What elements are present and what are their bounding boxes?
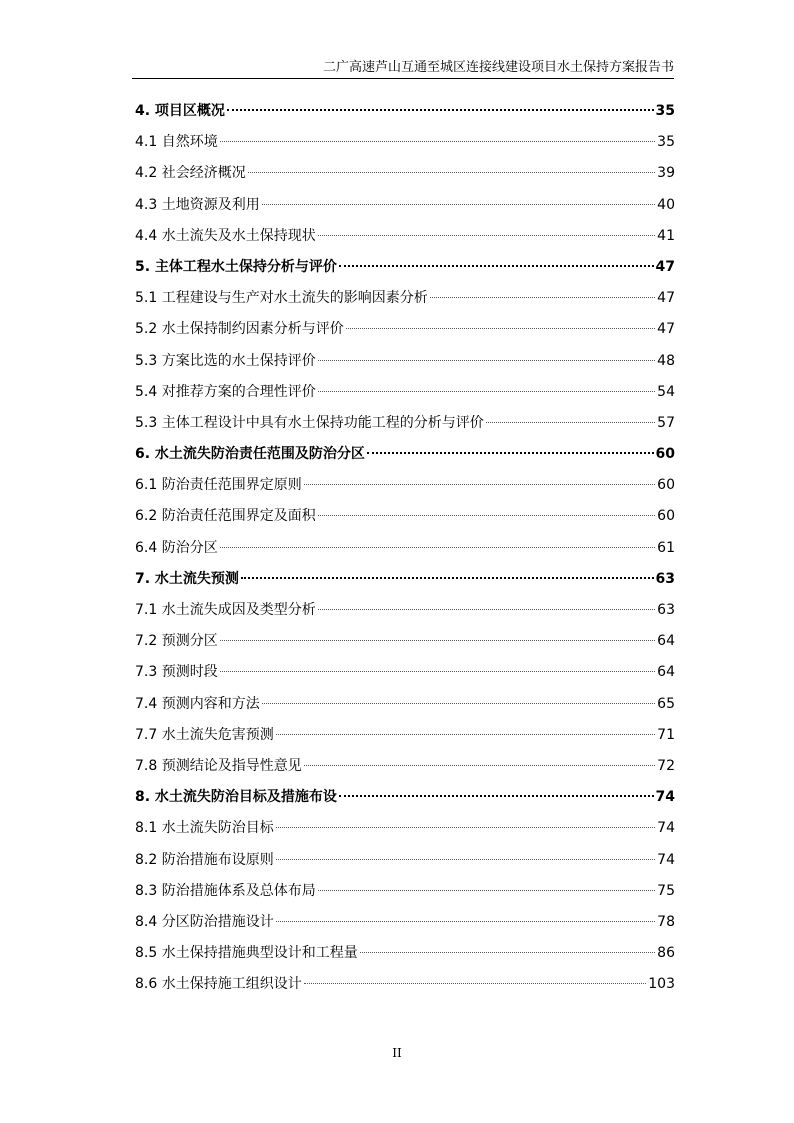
toc-entry-page: 47 <box>655 258 675 275</box>
toc-entry-page: 35 <box>657 134 675 151</box>
toc-entry-page: 40 <box>657 196 675 213</box>
toc-chapter-entry[interactable] <box>135 564 675 595</box>
toc-dot-leader <box>241 577 654 579</box>
toc-entry-page: 54 <box>657 383 675 400</box>
toc-entry-page: 74 <box>657 820 675 837</box>
toc-entry-page: 47 <box>657 290 675 307</box>
toc-section-entry[interactable] <box>135 470 675 501</box>
toc-entry-label: 7. 水土流失预测 <box>135 570 239 587</box>
toc-section-entry[interactable] <box>135 501 675 532</box>
toc-entry-page: 60 <box>655 446 675 463</box>
toc-entry-label: 4. 项目区概况 <box>135 103 225 119</box>
toc-entry-page: 47 <box>657 321 675 338</box>
toc-entry-page: 75 <box>657 882 675 899</box>
toc-section-entry[interactable] <box>135 751 675 782</box>
toc-entry-page: 65 <box>657 695 675 712</box>
toc-dot-leader <box>220 547 655 548</box>
toc-entry-label: 7.3 预测时段 <box>135 664 218 681</box>
toc-section-entry[interactable] <box>135 720 675 751</box>
toc-section-entry[interactable] <box>135 845 675 876</box>
toc-section-entry[interactable] <box>135 907 675 938</box>
toc-section-entry[interactable] <box>135 346 675 377</box>
toc-entry-label: 6.2 防治责任范围界定及面积 <box>135 508 316 525</box>
page-number: II <box>392 1046 402 1060</box>
toc-entry-page: 72 <box>657 757 675 774</box>
toc-entry-page: 86 <box>657 945 675 962</box>
toc-entry-label: 5.3 方案比选的水土保持评价 <box>135 352 316 369</box>
toc-entry-label: 8.2 防治措施布设原则 <box>135 851 274 868</box>
toc-entry-label: 8. 水土流失防治目标及措施布设 <box>135 789 337 806</box>
toc-entry-label: 8.5 水土保持措施典型设计和工程量 <box>135 945 358 962</box>
toc-entry-page: 48 <box>657 352 675 369</box>
toc-dot-leader <box>304 484 655 485</box>
toc-chapter-entry[interactable] <box>135 782 675 813</box>
toc-dot-leader <box>318 609 655 610</box>
toc-entry-label: 7.7 水土流失危害预测 <box>135 726 274 743</box>
toc-dot-leader <box>220 640 655 641</box>
toc-section-entry[interactable] <box>135 626 675 657</box>
toc-section-entry[interactable] <box>135 314 675 345</box>
toc-entry-page: 57 <box>657 414 675 431</box>
toc-entry-label: 4.4 水土流失及水土保持现状 <box>135 227 316 244</box>
toc-entry-page: 35 <box>655 103 675 119</box>
toc-dot-leader <box>304 983 647 984</box>
toc-chapter-entry[interactable] <box>135 439 675 470</box>
toc-entry-label: 8.1 水土流失防治目标 <box>135 820 274 837</box>
toc-section-entry[interactable] <box>135 190 675 221</box>
toc-dot-leader <box>276 734 655 735</box>
toc-entry-label: 5.4 对推荐方案的合理性评价 <box>135 383 316 400</box>
toc-entry-label: 5.1 工程建设与生产对水土流失的影响因素分析 <box>135 290 428 307</box>
toc-dot-leader <box>346 328 655 329</box>
toc-section-entry[interactable] <box>135 657 675 688</box>
toc-dot-leader <box>318 360 655 361</box>
toc-section-entry[interactable] <box>135 969 675 1000</box>
toc-entry-page: 63 <box>657 602 675 618</box>
toc-dot-leader <box>262 703 655 704</box>
header-divider <box>132 78 674 79</box>
toc-entry-label: 4.1 自然环境 <box>135 134 218 151</box>
toc-dot-leader <box>318 391 655 392</box>
toc-entry-page: 63 <box>655 570 675 587</box>
toc-entry-page: 64 <box>657 633 675 650</box>
toc-entry-label: 6.4 防治分区 <box>135 539 218 556</box>
toc-dot-leader <box>318 515 655 516</box>
toc-entry-label: 7.1 水土流失成因及类型分析 <box>135 602 316 618</box>
toc-entry-label: 4.3 土地资源及利用 <box>135 196 260 213</box>
toc-section-entry[interactable] <box>135 689 675 720</box>
toc-dot-leader <box>339 265 654 267</box>
toc-entry-page: 60 <box>657 477 675 494</box>
table-of-contents <box>135 96 675 1000</box>
toc-section-entry[interactable] <box>135 938 675 969</box>
toc-dot-leader <box>227 109 654 111</box>
toc-section-entry[interactable] <box>135 127 675 158</box>
toc-dot-leader <box>262 204 655 205</box>
toc-entry-page: 61 <box>657 539 675 556</box>
toc-entry-page: 103 <box>648 976 675 993</box>
toc-dot-leader <box>304 765 655 766</box>
toc-dot-leader <box>486 422 655 423</box>
toc-entry-label: 8.6 水土保持施工组织设计 <box>135 976 302 993</box>
toc-entry-label: 5.3 主体工程设计中具有水土保持功能工程的分析与评价 <box>135 414 484 431</box>
toc-entry-label: 5. 主体工程水土保持分析与评价 <box>135 258 337 275</box>
toc-dot-leader <box>276 827 655 828</box>
toc-dot-leader <box>430 297 655 298</box>
toc-entry-label: 7.4 预测内容和方法 <box>135 695 260 712</box>
toc-entry-label: 8.3 防治措施体系及总体布局 <box>135 882 316 899</box>
toc-dot-leader <box>220 141 655 142</box>
toc-entry-label: 7.8 预测结论及指导性意见 <box>135 757 302 774</box>
toc-entry-label: 4.2 社会经济概况 <box>135 165 246 182</box>
toc-section-entry[interactable] <box>135 533 675 564</box>
toc-dot-leader <box>339 795 654 797</box>
toc-entry-page: 41 <box>657 227 675 244</box>
toc-section-entry[interactable] <box>135 377 675 408</box>
toc-dot-leader <box>276 859 655 860</box>
toc-chapter-entry[interactable] <box>135 96 675 127</box>
toc-dot-leader <box>318 235 655 236</box>
toc-dot-leader <box>276 921 655 922</box>
toc-dot-leader <box>360 952 655 953</box>
document-title: 二广高速芦山互通至城区连接线建设项目水土保持方案报告书 <box>322 60 674 75</box>
toc-section-entry[interactable] <box>135 408 675 439</box>
toc-entry-page: 71 <box>657 726 675 743</box>
toc-dot-leader <box>318 890 655 891</box>
toc-entry-page: 39 <box>657 165 675 182</box>
toc-dot-leader <box>248 172 655 173</box>
toc-dot-leader <box>220 671 655 672</box>
toc-entry-page: 74 <box>657 851 675 868</box>
toc-dot-leader <box>367 452 654 454</box>
toc-entry-label: 5.2 水土保持制约因素分析与评价 <box>135 321 344 338</box>
toc-section-entry[interactable] <box>135 813 675 844</box>
toc-entry-page: 74 <box>655 789 675 806</box>
toc-entry-page: 60 <box>657 508 675 525</box>
toc-section-entry[interactable] <box>135 221 675 252</box>
toc-entry-label: 6. 水土流失防治责任范围及防治分区 <box>135 446 365 463</box>
toc-entry-label: 6.1 防治责任范围界定原则 <box>135 477 302 494</box>
toc-chapter-entry[interactable] <box>135 252 675 283</box>
toc-entry-page: 78 <box>657 913 675 930</box>
toc-section-entry[interactable] <box>135 283 675 314</box>
toc-entry-label: 7.2 预测分区 <box>135 633 218 650</box>
toc-section-entry[interactable] <box>135 876 675 907</box>
toc-entry-page: 64 <box>657 664 675 681</box>
toc-section-entry[interactable] <box>135 158 675 189</box>
toc-section-entry[interactable] <box>135 595 675 626</box>
toc-entry-label: 8.4 分区防治措施设计 <box>135 913 274 930</box>
